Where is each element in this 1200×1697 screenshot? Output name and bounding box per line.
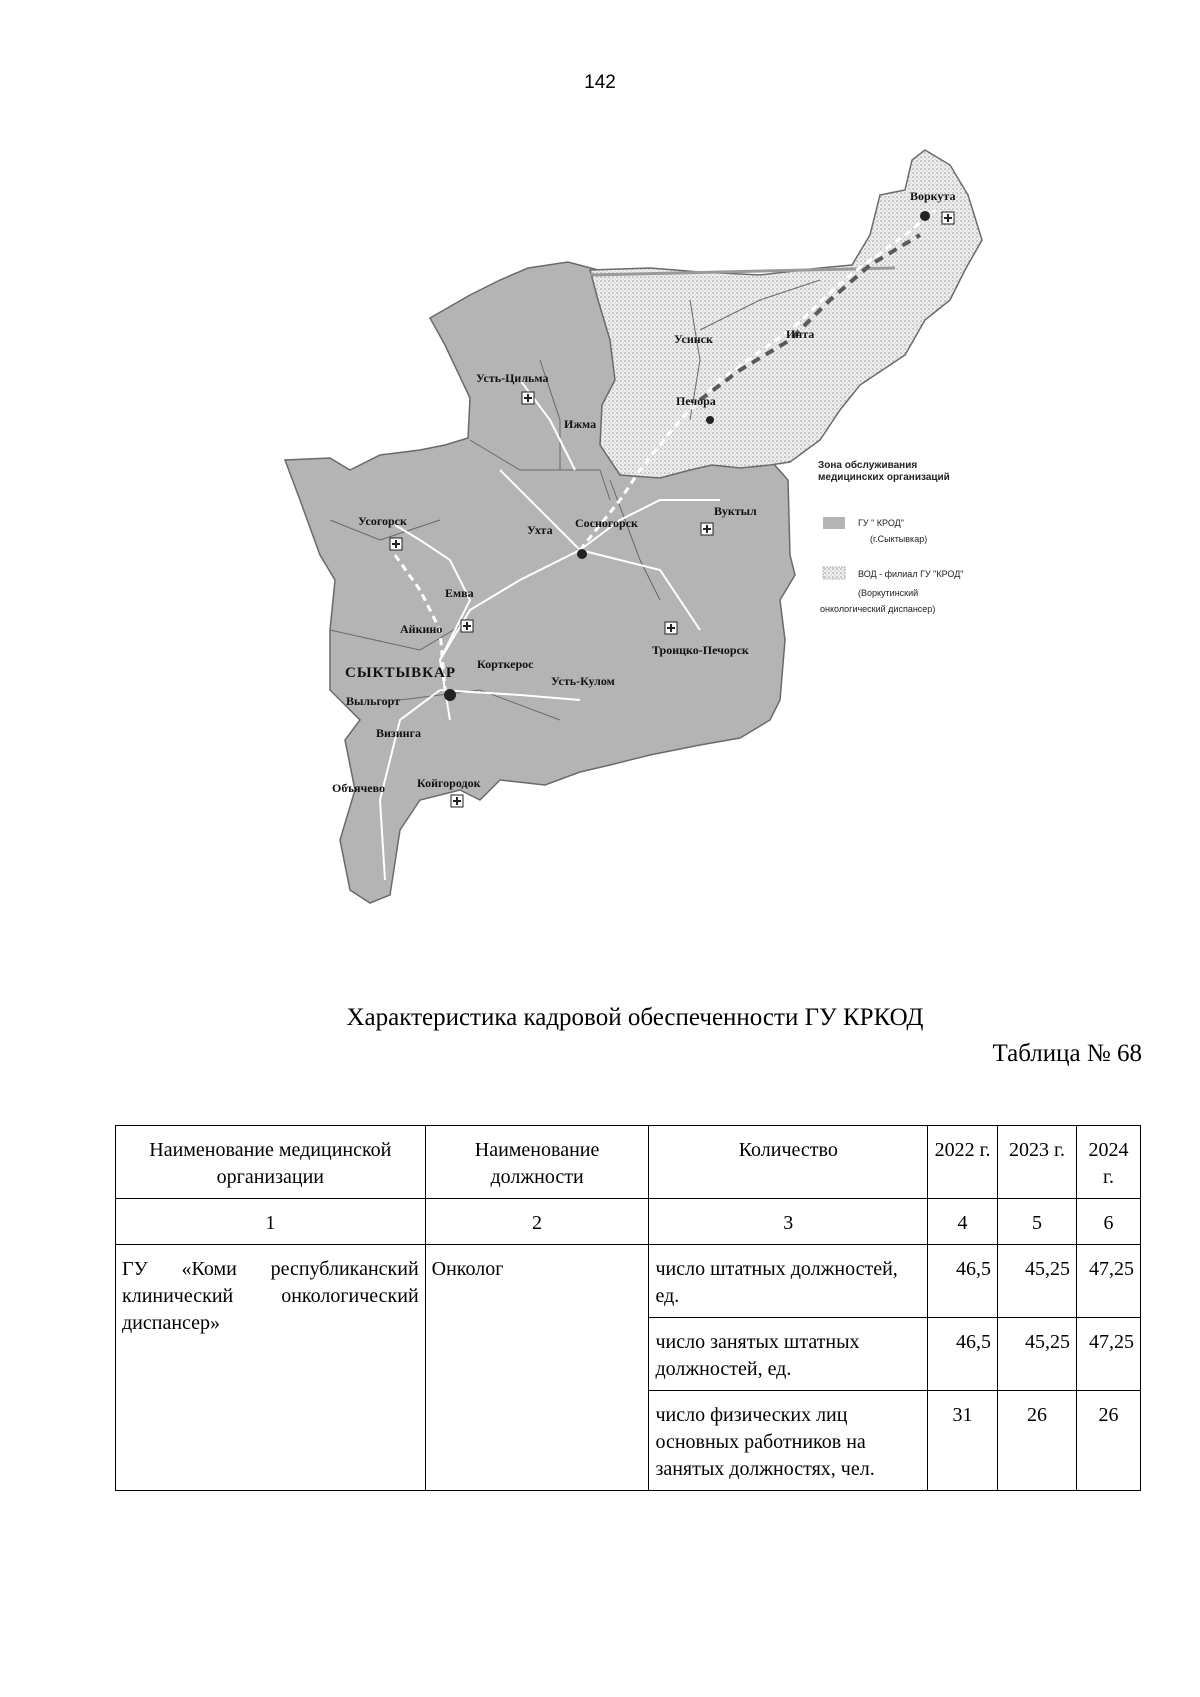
- table-number: Таблица № 68: [992, 1040, 1142, 1067]
- city-label: Воркута: [910, 189, 956, 203]
- position-cell: Онколог: [425, 1245, 649, 1491]
- header-cell: 2024 г.: [1076, 1126, 1140, 1199]
- column-number: 6: [1076, 1199, 1140, 1245]
- column-number: 3: [649, 1199, 928, 1245]
- value-2022: 46,5: [928, 1245, 998, 1318]
- legend-text: (г.Сыктывкар): [870, 534, 928, 544]
- city-label: Сосногорск: [575, 516, 638, 530]
- city-label: Койгородок: [417, 776, 481, 790]
- city-label: Емва: [445, 586, 474, 600]
- value-2022: 31: [928, 1391, 998, 1491]
- region-map: [270, 128, 990, 908]
- value-2024: 47,25: [1076, 1245, 1140, 1318]
- column-number: 5: [998, 1199, 1077, 1245]
- region-map-svg: [270, 128, 990, 908]
- city-label: Печора: [676, 394, 716, 408]
- indicator-cell: число штатных должностей, ед.: [649, 1245, 928, 1318]
- header-cell: 2022 г.: [928, 1126, 998, 1199]
- value-2024: 47,25: [1076, 1318, 1140, 1391]
- value-2022: 46,5: [928, 1318, 998, 1391]
- legend-text: (Воркутинский: [858, 588, 919, 598]
- legend-swatch-krod: [823, 517, 845, 529]
- header-cell: Наименование должности: [425, 1126, 649, 1199]
- value-2024: 26: [1076, 1391, 1140, 1491]
- city-label: Троицко-Печорск: [652, 643, 749, 657]
- header-cell: Наименование медицинской организации: [116, 1126, 426, 1199]
- city-label: Вуктыл: [714, 504, 757, 518]
- city-label: Усогорск: [358, 514, 407, 528]
- organization-cell: ГУ «Коми республиканский клинический онкологический диспансер»: [116, 1245, 426, 1491]
- city-label: Усть-Кулом: [551, 674, 615, 688]
- legend-swatch-vod: [823, 567, 845, 579]
- value-2023: 45,25: [998, 1318, 1077, 1391]
- city-label: Айкино: [400, 622, 443, 636]
- city-label: Выльгорт: [346, 694, 401, 708]
- map-legend: [818, 459, 964, 614]
- city-label: Объячево: [332, 781, 386, 795]
- legend-text: ВОД - филиал ГУ "КРОД": [858, 569, 964, 579]
- city-label: Усинск: [674, 332, 713, 346]
- header-cell: 2023 г.: [998, 1126, 1077, 1199]
- city-label: Визинга: [376, 726, 422, 740]
- indicator-cell: число занятых штатных должностей, ед.: [649, 1318, 928, 1391]
- legend-title-line: медицинских организаций: [818, 472, 950, 483]
- page-number: 142: [584, 72, 616, 93]
- city-label: Ухта: [527, 523, 553, 537]
- table-row: [116, 1245, 1141, 1318]
- indicator-cell: число физических лиц основных работников на занятых должностях, чел.: [649, 1391, 928, 1491]
- table-header-row: [116, 1126, 1141, 1199]
- city-label: Ижма: [564, 417, 597, 431]
- header-cell: Количество: [649, 1126, 928, 1199]
- city-label: Инта: [786, 327, 815, 341]
- legend-text: ГУ " КРОД": [858, 518, 904, 528]
- column-number: 4: [928, 1199, 998, 1245]
- city-label: Корткерос: [477, 657, 534, 671]
- value-2023: 45,25: [998, 1245, 1077, 1318]
- city-label: СЫКТЫВКАР: [345, 665, 457, 681]
- legend-text: онкологический диспансер): [820, 604, 936, 614]
- legend-title-line: Зона обслуживания: [818, 460, 918, 471]
- staffing-table: [115, 1125, 1141, 1491]
- city-label: Усть-Цильма: [476, 371, 549, 385]
- table-number-row: [116, 1199, 1141, 1245]
- value-2023: 26: [998, 1391, 1077, 1491]
- column-number: 2: [425, 1199, 649, 1245]
- column-number: 1: [116, 1199, 426, 1245]
- document-title: Характеристика кадровой обеспеченности ГУ КРКОД: [346, 1004, 924, 1031]
